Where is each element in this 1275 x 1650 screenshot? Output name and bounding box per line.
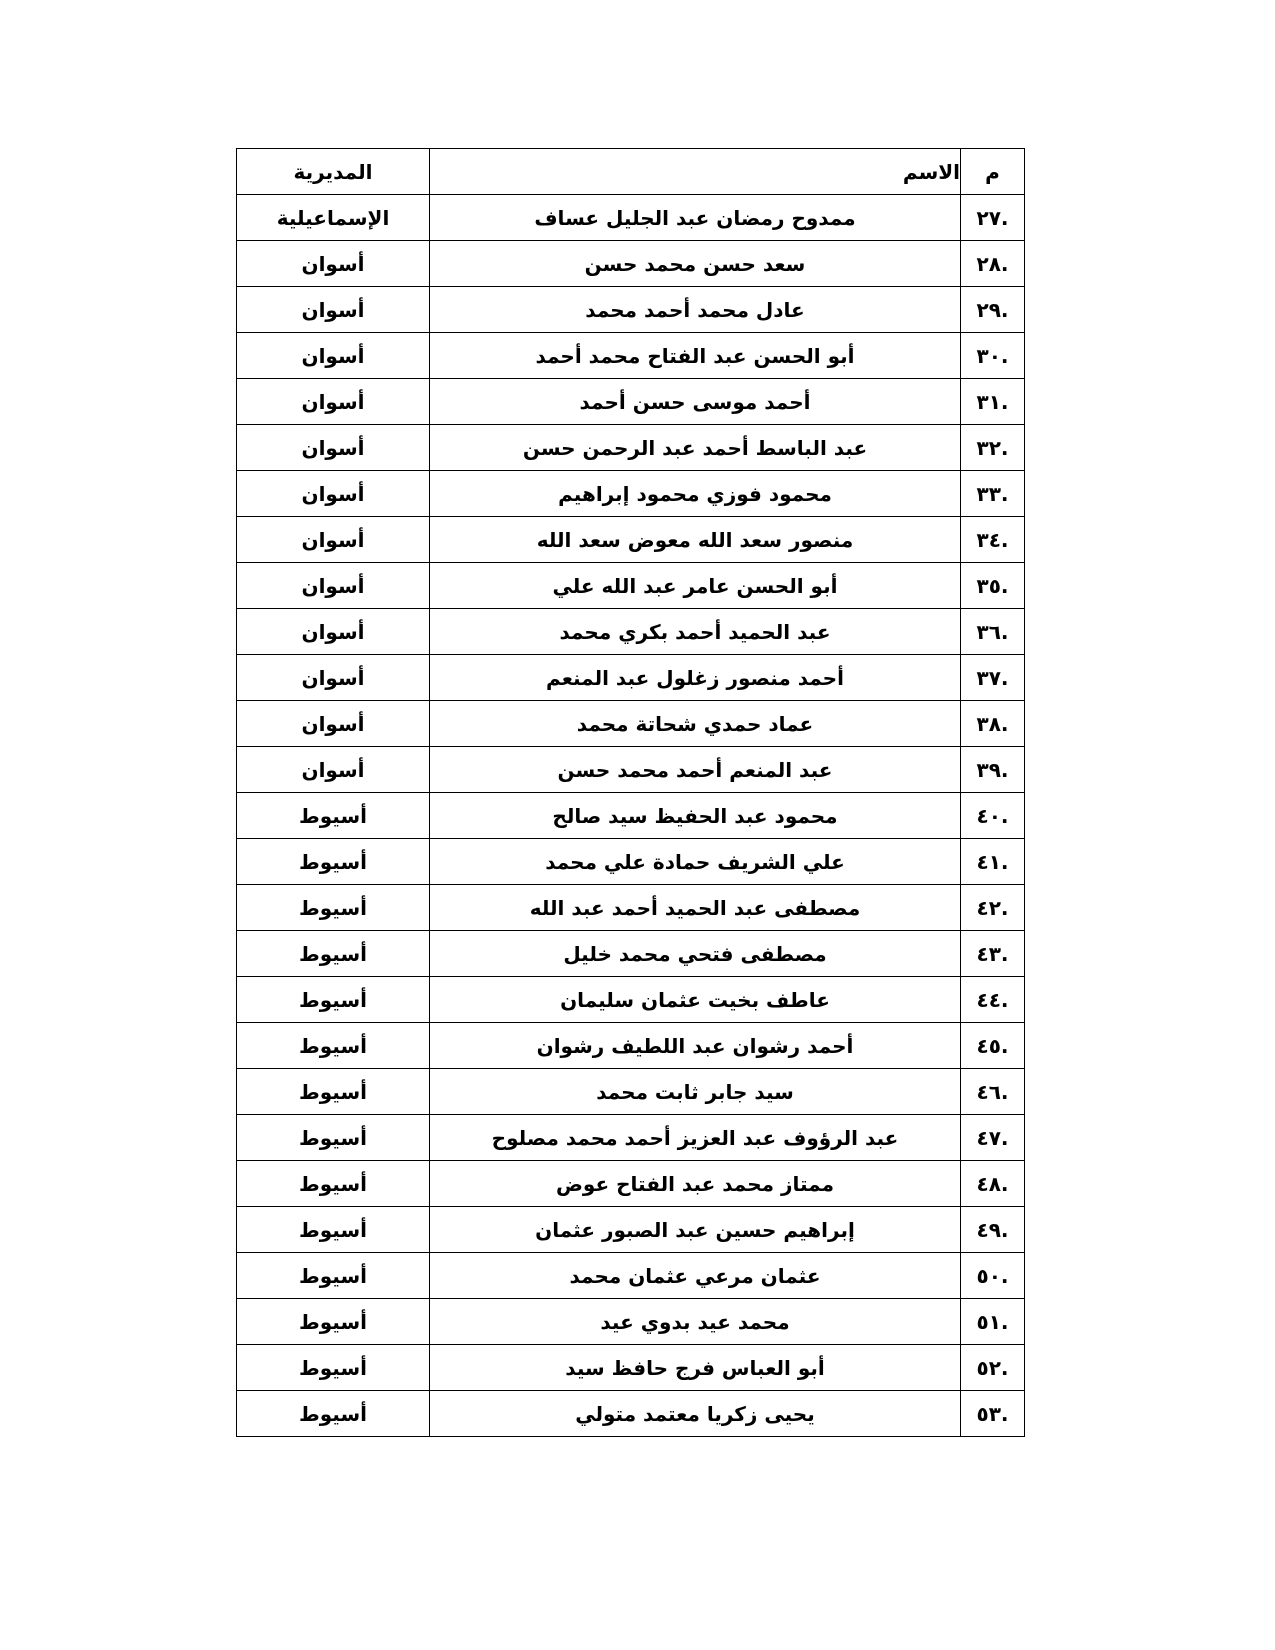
row-number-cell: .٢٩ bbox=[961, 287, 1025, 333]
table-row bbox=[237, 425, 1025, 471]
table-row bbox=[237, 701, 1025, 747]
directorate-cell: أسوان bbox=[237, 563, 430, 609]
table-row bbox=[237, 1161, 1025, 1207]
directorate-cell: أسيوط bbox=[237, 793, 430, 839]
name-cell: محمد عيد بدوي عيد bbox=[430, 1299, 961, 1345]
name-cell: محمود فوزي محمود إبراهيم bbox=[430, 471, 961, 517]
table-row bbox=[237, 1391, 1025, 1437]
directorate-cell: أسوان bbox=[237, 241, 430, 287]
row-number-cell: .٤٣ bbox=[961, 931, 1025, 977]
directorate-cell: أسوان bbox=[237, 701, 430, 747]
directorate-cell: أسيوط bbox=[237, 1023, 430, 1069]
column-header-name: الاسم bbox=[430, 149, 961, 195]
row-number-cell: .٣٩ bbox=[961, 747, 1025, 793]
name-cell: ممتاز محمد عبد الفتاح عوض bbox=[430, 1161, 961, 1207]
name-cell: أبو الحسن عبد الفتاح محمد أحمد bbox=[430, 333, 961, 379]
row-number-cell: .٥٢ bbox=[961, 1345, 1025, 1391]
table-row bbox=[237, 977, 1025, 1023]
table-row bbox=[237, 839, 1025, 885]
directorate-cell: أسيوط bbox=[237, 1391, 430, 1437]
table-row bbox=[237, 517, 1025, 563]
directorate-cell: أسوان bbox=[237, 609, 430, 655]
name-cell: مصطفى فتحي محمد خليل bbox=[430, 931, 961, 977]
row-number-cell: .٣٧ bbox=[961, 655, 1025, 701]
row-number-cell: .٤٤ bbox=[961, 977, 1025, 1023]
row-number-cell: .٤٧ bbox=[961, 1115, 1025, 1161]
directorate-cell: أسيوط bbox=[237, 1115, 430, 1161]
table-row bbox=[237, 609, 1025, 655]
name-cell: عبد الرؤوف عبد العزيز أحمد محمد مصلوح bbox=[430, 1115, 961, 1161]
table-row bbox=[237, 1069, 1025, 1115]
row-number-cell: .٤٩ bbox=[961, 1207, 1025, 1253]
name-cell: أحمد موسى حسن أحمد bbox=[430, 379, 961, 425]
table-row bbox=[237, 793, 1025, 839]
table-row bbox=[237, 655, 1025, 701]
directorate-cell: أسيوط bbox=[237, 885, 430, 931]
name-cell: عبد المنعم أحمد محمد حسن bbox=[430, 747, 961, 793]
row-number-cell: .٣٥ bbox=[961, 563, 1025, 609]
name-cell: سعد حسن محمد حسن bbox=[430, 241, 961, 287]
row-number-cell: .٥١ bbox=[961, 1299, 1025, 1345]
directorate-cell: أسيوط bbox=[237, 839, 430, 885]
name-cell: محمود عبد الحفيظ سيد صالح bbox=[430, 793, 961, 839]
row-number-cell: .٣٨ bbox=[961, 701, 1025, 747]
row-number-cell: .٣١ bbox=[961, 379, 1025, 425]
row-number-cell: .٤٨ bbox=[961, 1161, 1025, 1207]
names-table bbox=[236, 148, 1025, 1437]
directorate-cell: أسوان bbox=[237, 517, 430, 563]
row-number-cell: .٥٠ bbox=[961, 1253, 1025, 1299]
name-cell: عادل محمد أحمد محمد bbox=[430, 287, 961, 333]
directorate-cell: أسيوط bbox=[237, 1253, 430, 1299]
table-row bbox=[237, 241, 1025, 287]
row-number-cell: .٢٧ bbox=[961, 195, 1025, 241]
column-header-directorate: المديرية bbox=[237, 149, 430, 195]
name-cell: أحمد رشوان عبد اللطيف رشوان bbox=[430, 1023, 961, 1069]
name-cell: سيد جابر ثابت محمد bbox=[430, 1069, 961, 1115]
directorate-cell: أسيوط bbox=[237, 1069, 430, 1115]
table-row bbox=[237, 1345, 1025, 1391]
table-row bbox=[237, 1115, 1025, 1161]
table-row bbox=[237, 931, 1025, 977]
name-cell: ممدوح رمضان عبد الجليل عساف bbox=[430, 195, 961, 241]
row-number-cell: .٤٦ bbox=[961, 1069, 1025, 1115]
name-cell: مصطفى عبد الحميد أحمد عبد الله bbox=[430, 885, 961, 931]
name-cell: أحمد منصور زغلول عبد المنعم bbox=[430, 655, 961, 701]
name-cell: إبراهيم حسين عبد الصبور عثمان bbox=[430, 1207, 961, 1253]
table-row bbox=[237, 195, 1025, 241]
table-row bbox=[237, 333, 1025, 379]
name-cell: عاطف بخيت عثمان سليمان bbox=[430, 977, 961, 1023]
table-row bbox=[237, 471, 1025, 517]
row-number-cell: .٤١ bbox=[961, 839, 1025, 885]
name-cell: يحيى زكريا معتمد متولي bbox=[430, 1391, 961, 1437]
column-header-number: م bbox=[961, 149, 1025, 195]
table-row bbox=[237, 1253, 1025, 1299]
table-header-row bbox=[237, 149, 1025, 195]
name-cell: عماد حمدي شحاتة محمد bbox=[430, 701, 961, 747]
table-row bbox=[237, 1207, 1025, 1253]
name-cell: أبو العباس فرج حافظ سيد bbox=[430, 1345, 961, 1391]
row-number-cell: .٢٨ bbox=[961, 241, 1025, 287]
name-cell: منصور سعد الله معوض سعد الله bbox=[430, 517, 961, 563]
row-number-cell: .٣٠ bbox=[961, 333, 1025, 379]
name-cell: عثمان مرعي عثمان محمد bbox=[430, 1253, 961, 1299]
row-number-cell: .٤٢ bbox=[961, 885, 1025, 931]
directorate-cell: الإسماعيلية bbox=[237, 195, 430, 241]
directorate-cell: أسيوط bbox=[237, 931, 430, 977]
directorate-cell: أسوان bbox=[237, 425, 430, 471]
name-cell: أبو الحسن عامر عبد الله علي bbox=[430, 563, 961, 609]
row-number-cell: .٣٤ bbox=[961, 517, 1025, 563]
row-number-cell: .٣٣ bbox=[961, 471, 1025, 517]
directorate-cell: أسوان bbox=[237, 287, 430, 333]
table-row bbox=[237, 287, 1025, 333]
table-row bbox=[237, 747, 1025, 793]
directorate-cell: أسيوط bbox=[237, 1345, 430, 1391]
name-cell: عبد الحميد أحمد بكري محمد bbox=[430, 609, 961, 655]
row-number-cell: .٤٠ bbox=[961, 793, 1025, 839]
directorate-cell: أسوان bbox=[237, 333, 430, 379]
directorate-cell: أسيوط bbox=[237, 1161, 430, 1207]
directorate-cell: أسوان bbox=[237, 471, 430, 517]
table-body bbox=[237, 195, 1025, 1437]
table-row bbox=[237, 1299, 1025, 1345]
table-row bbox=[237, 885, 1025, 931]
table-row bbox=[237, 1023, 1025, 1069]
name-cell: عبد الباسط أحمد عبد الرحمن حسن bbox=[430, 425, 961, 471]
table-row bbox=[237, 379, 1025, 425]
row-number-cell: .٥٣ bbox=[961, 1391, 1025, 1437]
document-page bbox=[236, 148, 1024, 1437]
row-number-cell: .٤٥ bbox=[961, 1023, 1025, 1069]
name-cell: علي الشريف حمادة علي محمد bbox=[430, 839, 961, 885]
table-row bbox=[237, 563, 1025, 609]
directorate-cell: أسوان bbox=[237, 379, 430, 425]
directorate-cell: أسوان bbox=[237, 747, 430, 793]
row-number-cell: .٣٢ bbox=[961, 425, 1025, 471]
directorate-cell: أسيوط bbox=[237, 977, 430, 1023]
directorate-cell: أسوان bbox=[237, 655, 430, 701]
directorate-cell: أسيوط bbox=[237, 1207, 430, 1253]
directorate-cell: أسيوط bbox=[237, 1299, 430, 1345]
row-number-cell: .٣٦ bbox=[961, 609, 1025, 655]
